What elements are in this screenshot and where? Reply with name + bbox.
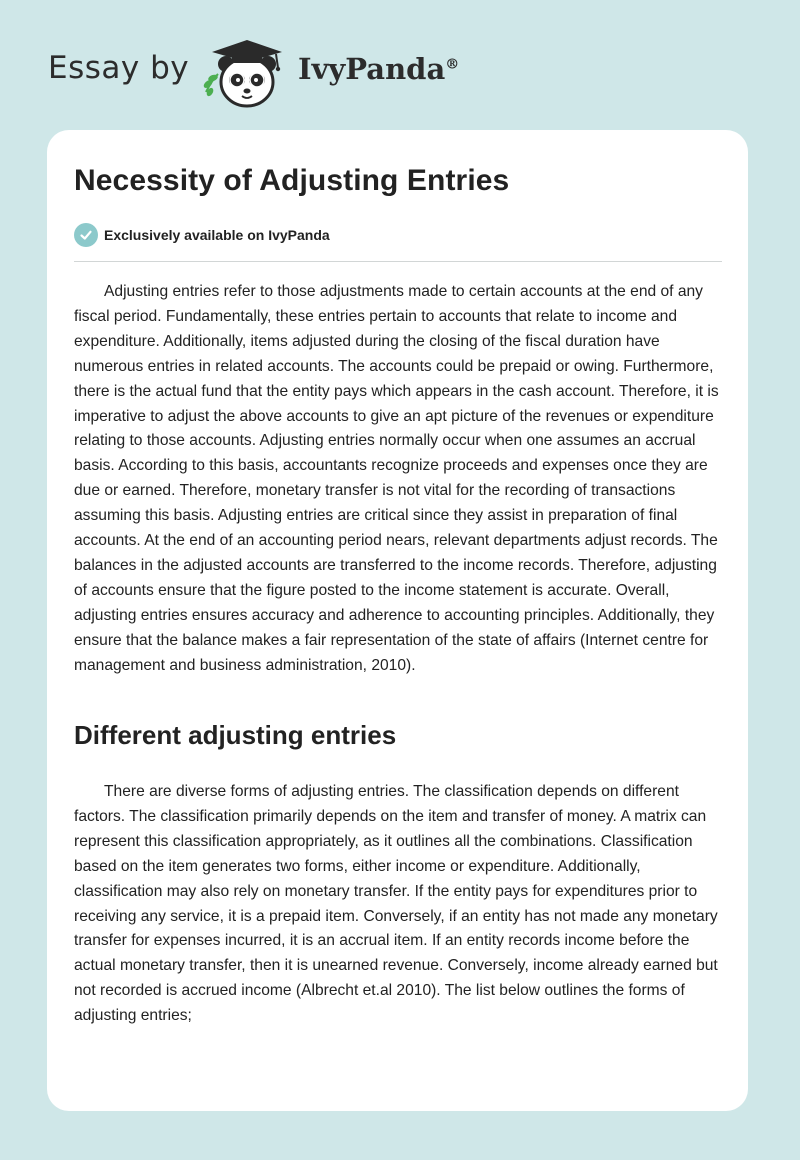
brand-prefix: Essay by (48, 50, 190, 86)
section-heading: Different adjusting entries (74, 720, 397, 750)
body-paragraph: Adjusting entries refer to those adjustments made to certain accounts at the end of any fiscal period. Fundamentally, these entries pertain to accounts that relate to income and expenditure. Additionally, items adjusted during the closing of the fiscal duration have numerous entries in related accounts. The accounts could be prepaid or owing. Furthermore, there is the actual fund that the entity pays which appears in the cash account. Therefore, it is imperative to adjust the above accounts to give an apt picture of the revenues or expenditure relating to those accounts. Adjusting entries normally occur when one assumes an accrual basis. According to this basis, accountants recognize proceeds and expenses once they are due or earned. Therefore, monetary transfer is not vital for the recording of transactions assuming this basis. Adjusting entries are critical since they assist in preparation of final accounts. At the end of an accounting period nears, relevant departments adjust records. The balances in the adjusted accounts are transferred to the income records. Therefore, adjusting of accounts ensure that the figure posted to the income statement is accurate. Overall, adjusting entries ensures accuracy and adherence to accounting principles. Additionally, they ensure that the balance makes a fair representation of the state of affairs (Internet centre for management and business administration, 2010). (74, 283, 719, 674)
registered-mark: ® (445, 56, 460, 73)
panda-graduate-icon[interactable] (198, 34, 294, 110)
essay-card (47, 130, 748, 1111)
exclusive-badge (74, 222, 330, 248)
exclusive-badge-label: Exclusively available on IvyPanda (104, 227, 330, 243)
brand-name[interactable]: IvyPanda® (298, 52, 460, 86)
page-title: Necessity of Adjusting Entries (74, 164, 510, 197)
site-header (0, 0, 800, 130)
check-circle-icon (74, 223, 98, 247)
body-paragraph: There are diverse forms of adjusting entries. The classification depends on different factors. The classification primarily depends on the item and transfer of money. A matrix can represent this classification appropriately, as it outlines all the combinations. Classification based on the item generates two forms, either income or expenditure. Additionally, classification may also rely on monetary transfer. If the entity pays for expenditures prior to receiving any service, it is a prepaid item. Conversely, if an entity has not made any monetary transfer for expenses incurred, it is an accrual item. If an entity records income before the actual monetary transfer, then it is unearned revenue. Conversely, income already earned but not recorded is accrued income (Albrecht et.al 2010). The list below outlines the forms of adjusting entries; (74, 783, 718, 1025)
divider (74, 261, 722, 262)
